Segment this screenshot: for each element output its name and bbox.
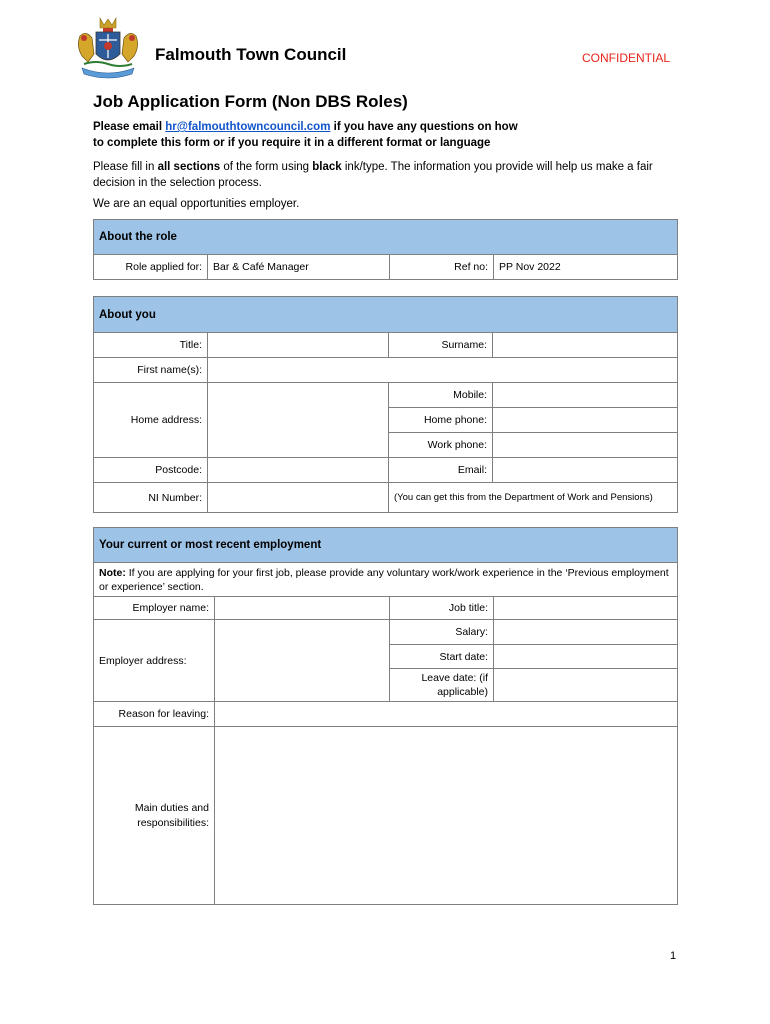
ref-no-label: Ref no: [390, 255, 494, 280]
leave-date-label: Leave date: (if applicable) [390, 669, 494, 702]
about-role-section [93, 219, 678, 280]
home-phone-label: Home phone: [389, 408, 493, 433]
surname-label: Surname: [389, 333, 493, 358]
title-field[interactable] [208, 333, 389, 358]
employment-note [94, 563, 678, 597]
employment-heading: Your current or most recent employment [94, 528, 678, 563]
employer-address-label: Employer address: [94, 620, 215, 702]
home-phone-field[interactable] [493, 408, 678, 433]
council-name: Falmouth Town Council [155, 45, 347, 64]
ref-no-value[interactable]: PP Nov 2022 [494, 255, 678, 280]
page-title: Job Application Form (Non DBS Roles) [93, 92, 408, 111]
instr-bold-all-sections: all sections [157, 161, 221, 173]
postcode-label: Postcode: [94, 458, 208, 483]
instr-bold-black: black [312, 161, 342, 173]
role-applied-label: Role applied for: [94, 255, 208, 280]
instr-text-2: of the form using [220, 161, 313, 173]
first-names-label: First name(s): [94, 358, 208, 383]
home-address-label: Home address: [94, 383, 208, 458]
employer-name-field[interactable] [215, 597, 390, 620]
email-field[interactable] [493, 458, 678, 483]
about-you-section [93, 296, 678, 513]
page-number: 1 [670, 950, 677, 962]
salary-field[interactable] [494, 620, 678, 645]
about-role-heading: About the role [94, 220, 678, 255]
surname-field[interactable] [493, 333, 678, 358]
about-you-heading: About you [94, 297, 678, 333]
fill-instructions [93, 159, 673, 191]
contact-instruction [93, 119, 653, 151]
start-date-label: Start date: [390, 645, 494, 669]
ni-number-label: NI Number: [94, 483, 208, 513]
employer-name-label: Employer name: [94, 597, 215, 620]
start-date-field[interactable] [494, 645, 678, 669]
email-label: Email: [389, 458, 493, 483]
note-text: If you are applying for your first job, please provide any voluntary work/work experience in the ‘Previous employment or experience’ section. [99, 566, 669, 593]
salary-label: Salary: [390, 620, 494, 645]
mobile-field[interactable] [493, 383, 678, 408]
council-crest-logo [74, 16, 142, 82]
main-duties-field[interactable] [215, 727, 678, 905]
mobile-label: Mobile: [389, 383, 493, 408]
first-names-field[interactable] [208, 358, 678, 383]
confidential-label: CONFIDENTIAL [582, 51, 671, 65]
reason-for-leaving-field[interactable] [215, 702, 678, 727]
note-label: Note: [99, 566, 126, 579]
job-title-label: Job title: [390, 597, 494, 620]
equal-opportunities-statement: We are an equal opportunities employer. [93, 198, 300, 210]
employer-address-field[interactable] [215, 620, 390, 702]
hr-email-link[interactable]: hr@falmouthtowncouncil.com [165, 121, 331, 133]
leave-date-field[interactable] [494, 669, 678, 702]
work-phone-field[interactable] [493, 433, 678, 458]
work-phone-label: Work phone: [389, 433, 493, 458]
title-label: Title: [94, 333, 208, 358]
job-title-field[interactable] [494, 597, 678, 620]
ni-number-note: (You can get this from the Department of Work and Pensions) [389, 483, 678, 513]
reason-for-leaving-label: Reason for leaving: [94, 702, 215, 727]
ni-number-field[interactable] [208, 483, 389, 513]
postcode-field[interactable] [208, 458, 389, 483]
main-duties-label: Main duties and responsibilities: [94, 727, 215, 905]
email-rest-2: to complete this form or if you require it in a different format or language [93, 137, 491, 149]
instr-text-1: Please fill in [93, 161, 158, 173]
role-applied-value[interactable]: Bar & Café Manager [208, 255, 390, 280]
instr-text-3: ink/type. The information you provide will help us make a fair decision in the selection process. [93, 161, 653, 189]
email-intro: Please email [93, 121, 166, 133]
employment-section [93, 527, 678, 905]
home-address-field[interactable] [208, 383, 389, 458]
email-rest-1: if you have any questions on how [330, 121, 518, 133]
